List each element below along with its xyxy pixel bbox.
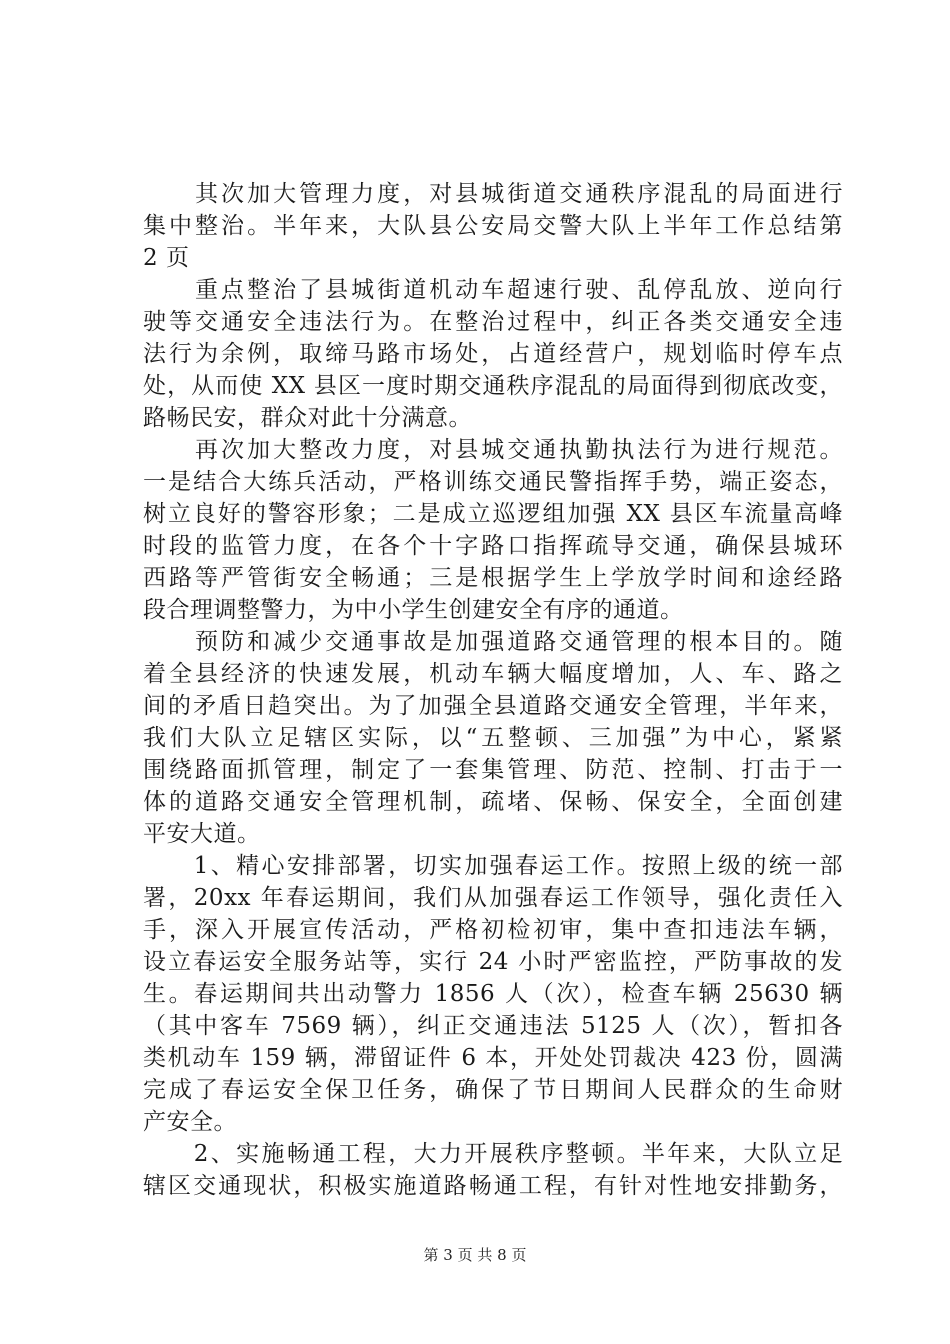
text-line: 类机动车 159 辆，滞留证件 6 本，开处处罚裁决 423 份，圆满 [143,1045,843,1071]
text-line: 产安全。 [143,1109,237,1135]
text-line: 西路等严管街安全畅通；三是根据学生上学放学时间和途经路 [143,565,843,591]
text-line: 再次加大整改力度，对县城交通执勤执法行为进行规范。 [143,437,843,463]
text-line: 预防和减少交通事故是加强道路交通管理的根本目的。随 [143,629,843,655]
text-line: 段合理调整警力，为中小学生创建安全有序的通道。 [143,597,684,623]
text-line: 2 页 [143,245,190,271]
text-line: 处，从而使 XX 县区一度时期交通秩序混乱的局面得到彻底改变， [143,373,843,399]
text-line: 其次加大管理力度，对县城街道交通秩序混乱的局面进行 [143,181,843,207]
text-line: 我们大队立足辖区实际，以“五整顿、三加强”为中心，紧紧 [143,725,843,751]
text-line: 重点整治了县城街道机动车超速行驶、乱停乱放、逆向行 [143,277,843,303]
text-line: 法行为余例，取缔马路市场处，占道经营户，规划临时停车点 [143,341,843,367]
text-line: 1、精心安排部署，切实加强春运工作。按照上级的统一部 [143,853,843,879]
text-line: 间的矛盾日趋突出。为了加强全县道路交通安全管理，半年来， [143,693,843,719]
text-line: 一是结合大练兵活动，严格训练交通民警指挥手势，端正姿态， [143,469,843,495]
text-line: 辖区交通现状，积极实施道路畅通工程，有针对性地安排勤务， [143,1173,843,1199]
text-line: 围绕路面抓管理，制定了一套集管理、防范、控制、打击于一 [143,757,843,783]
text-line: 署，20xx 年春运期间，我们从加强春运工作领导，强化责任入 [143,885,843,911]
text-line: 树立良好的警容形象；二是成立巡逻组加强 XX 县区车流量高峰 [143,501,843,527]
text-line: 着全县经济的快速发展，机动车辆大幅度增加，人、车、路之 [143,661,843,687]
text-line: 完成了春运安全保卫任务，确保了节日期间人民群众的生命财 [143,1077,843,1103]
text-line: 平安大道。 [143,821,261,847]
text-line: 2、实施畅通工程，大力开展秩序整顿。半年来，大队立足 [143,1141,843,1167]
text-line: 驶等交通安全违法行为。在整治过程中，纠正各类交通安全违 [143,309,843,335]
text-line: 设立春运安全服务站等，实行 24 小时严密监控，严防事故的发 [143,949,843,975]
text-line: 时段的监管力度，在各个十字路口指挥疏导交通，确保县城环 [143,533,843,559]
text-line: 体的道路交通安全管理机制，疏堵、保畅、保安全，全面创建 [143,789,843,815]
document-body [143,178,843,1202]
page-number-footer: 第 3 页 共 8 页 [423,1246,527,1264]
text-line: 手，深入开展宣传活动，严格初检初审，集中查扣违法车辆， [143,917,843,943]
text-line: 生。春运期间共出动警力 1856 人（次），检查车辆 25630 辆 [143,981,843,1007]
text-line: 路畅民安，群众对此十分满意。 [143,405,472,431]
text-line: 集中整治。半年来，大队县公安局交警大队上半年工作总结第 [143,213,843,239]
text-line: （其中客车 7569 辆），纠正交通违法 5125 人（次），暂扣各 [143,1013,843,1039]
